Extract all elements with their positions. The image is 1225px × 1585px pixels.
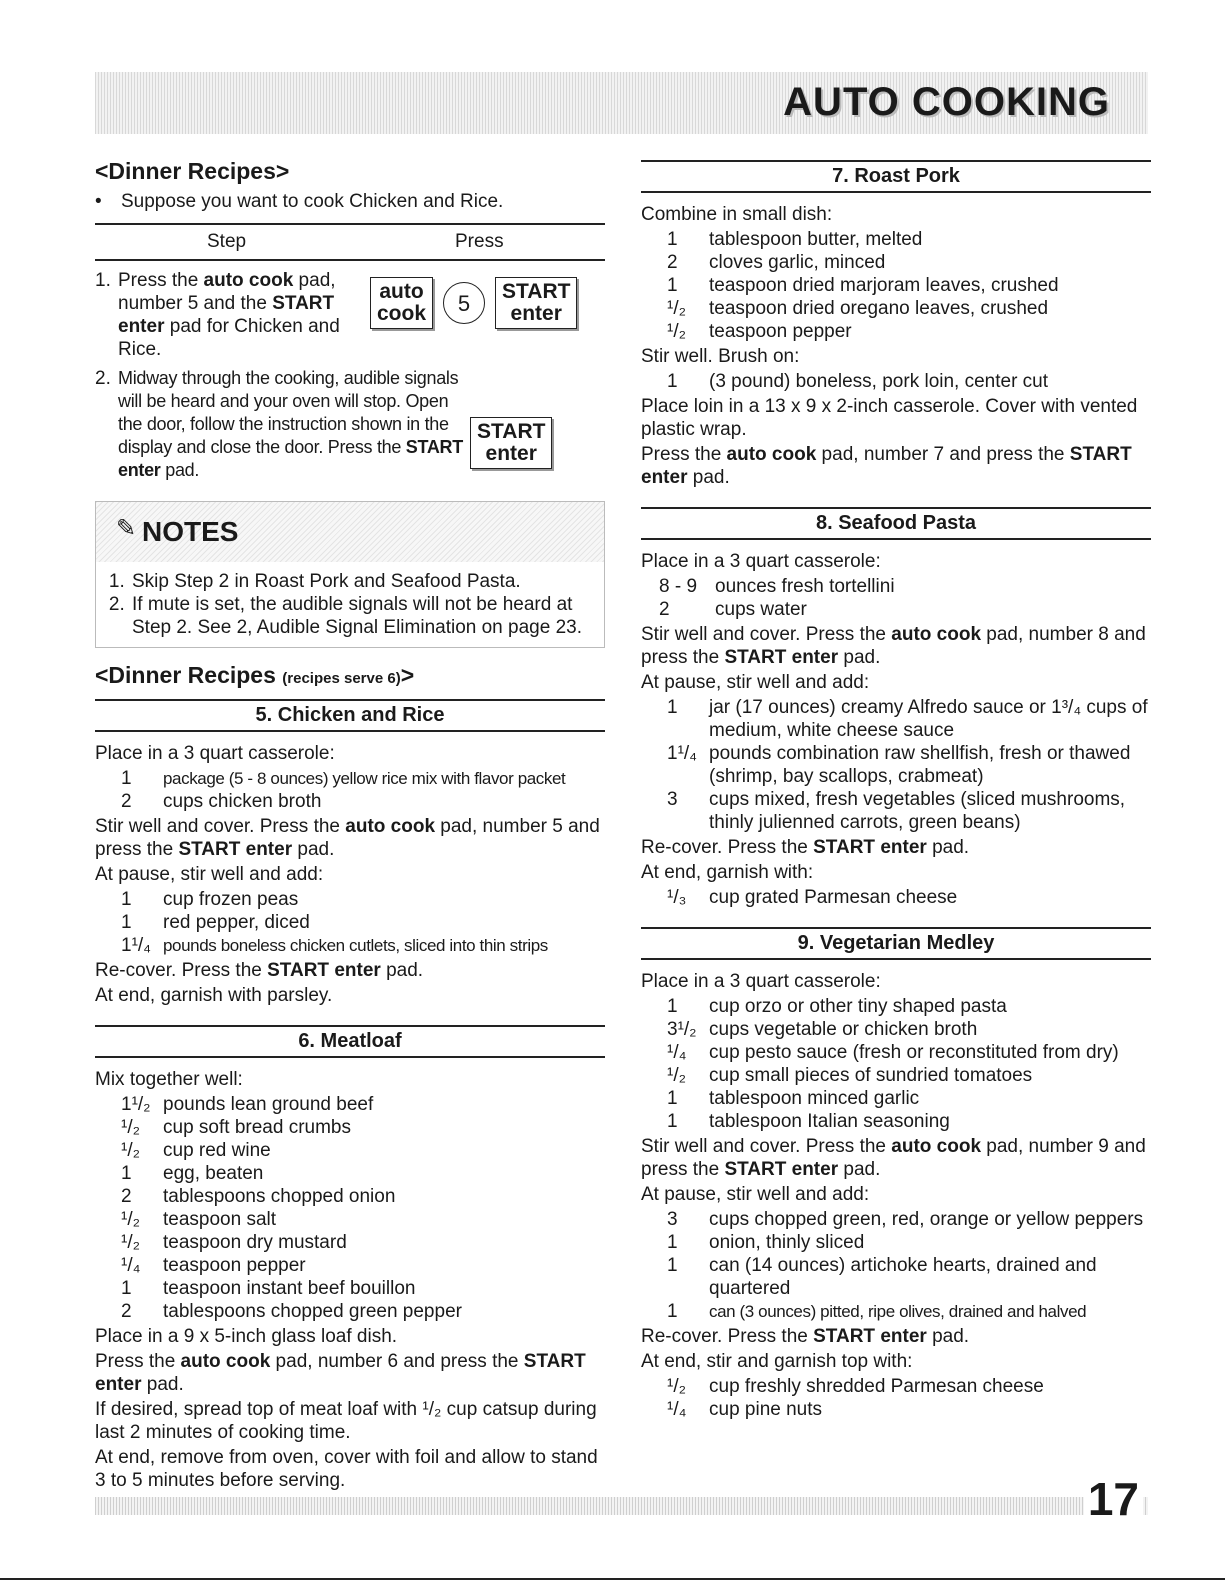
step-column-label: Step bbox=[207, 231, 247, 252]
step-1 bbox=[95, 269, 605, 359]
ingredient: ¹/₃ cup grated Parmesan cheese bbox=[667, 887, 958, 908]
recipe-instruction: At end, stir and garnish top with: bbox=[641, 1351, 913, 1372]
recipe-instruction: Stir well and cover. Press the auto cook pad, number 9 and press the START enter pad. bbox=[641, 1136, 1146, 1180]
recipe-title: 7. Roast Pork bbox=[641, 160, 1151, 193]
recipe-title: 5. Chicken and Rice bbox=[95, 699, 605, 732]
start-enter-key: START enter bbox=[495, 277, 577, 329]
ingredient: 1 jar (17 ounces) creamy Alfredo sauce or 1³/₄ cups of medium, white cheese sauce bbox=[667, 697, 1148, 741]
ingredient: 2 tablespoons chopped green pepper bbox=[121, 1301, 462, 1322]
recipe-title: 6. Meatloaf bbox=[95, 1025, 605, 1058]
left-column bbox=[95, 158, 605, 1494]
recipe-title: 8. Seafood Pasta bbox=[641, 507, 1151, 540]
notes-header bbox=[96, 502, 604, 562]
footer-band bbox=[95, 1497, 1148, 1515]
page-title: AUTO COOKING bbox=[783, 80, 1110, 124]
step-number: 1. bbox=[95, 270, 111, 291]
recipe-instruction: If desired, spread top of meat loaf with ¹/₂ cup catsup during last 2 minutes of cooking time. bbox=[95, 1399, 597, 1443]
section-title: <Dinner Recipes> bbox=[95, 158, 290, 184]
recipe-instruction: Re-cover. Press the START enter pad. bbox=[641, 837, 970, 858]
recipe-instruction: Press the auto cook pad, number 6 and press the START enter pad. bbox=[95, 1351, 586, 1395]
start-enter-key: START enter bbox=[470, 417, 552, 469]
ingredient: 1 can (14 ounces) artichoke hearts, drained and quartered bbox=[667, 1255, 1097, 1299]
recipe-instruction: Re-cover. Press the START enter pad. bbox=[641, 1326, 970, 1347]
step-2 bbox=[95, 367, 605, 485]
ingredient: 1¹/₂ pounds lean ground beef bbox=[121, 1094, 374, 1115]
notes-title: NOTES bbox=[142, 516, 239, 547]
recipe-intro: Mix together well: bbox=[95, 1069, 243, 1090]
ingredient: 1 tablespoon butter, melted bbox=[667, 229, 923, 250]
ingredient: ¹/₂ teaspoon pepper bbox=[667, 321, 852, 342]
recipe-instruction: Re-cover. Press the START enter pad. bbox=[95, 960, 424, 981]
ingredient: ¹/₂ teaspoon salt bbox=[121, 1209, 277, 1230]
ingredient: 1 can (3 ounces) pitted, ripe olives, drained and halved bbox=[667, 1301, 1087, 1322]
recipe-instruction: Press the auto cook pad, number 7 and press the START enter pad. bbox=[641, 444, 1132, 488]
recipe-instruction: At pause, stir well and add: bbox=[641, 1184, 870, 1205]
recipe-instruction: Stir well. Brush on: bbox=[641, 346, 800, 367]
recipe-title: 9. Vegetarian Medley bbox=[641, 927, 1151, 960]
ingredient: 3¹/₂ cups vegetable or chicken broth bbox=[667, 1019, 978, 1040]
ingredient: 8 - 9 ounces fresh tortellini bbox=[659, 576, 895, 597]
auto-cook-key: auto cook bbox=[370, 277, 433, 329]
ingredient: 1 package (5 - 8 ounces) yellow rice mix with flavor packet bbox=[121, 768, 566, 789]
page-number: 17 bbox=[1084, 1472, 1143, 1526]
recipe-instruction: At end, remove from oven, cover with foil and allow to stand 3 to 5 minutes before serving. bbox=[95, 1447, 598, 1491]
ingredient: ¹/₂ cup red wine bbox=[121, 1140, 271, 1161]
ingredient: 1 (3 pound) boneless, pork loin, center cut bbox=[667, 371, 1049, 392]
step-table-header bbox=[95, 223, 605, 261]
step-number: 2. bbox=[95, 368, 111, 389]
step-2-keys bbox=[470, 417, 552, 469]
ingredient: ¹/₄ teaspoon pepper bbox=[121, 1255, 306, 1276]
recipe-intro: Place in a 3 quart casserole: bbox=[641, 971, 881, 992]
ingredient: ¹/₂ cup small pieces of sundried tomatoes bbox=[667, 1065, 1033, 1086]
ingredient: ¹/₂ cup soft bread crumbs bbox=[121, 1117, 351, 1138]
recipe-instruction: Place loin in a 13 x 9 x 2-inch casserole. Cover with vented plastic wrap. bbox=[641, 396, 1138, 440]
right-column bbox=[641, 158, 1151, 1421]
ingredient: 3 cups chopped green, red, orange or yellow peppers bbox=[667, 1209, 1144, 1230]
ingredient: 1 tablespoon Italian seasoning bbox=[667, 1111, 950, 1132]
recipe-intro: Place in a 3 quart casserole: bbox=[95, 743, 335, 764]
ingredient: 2 cloves garlic, minced bbox=[667, 252, 886, 273]
ingredient: 3 cups mixed, fresh vegetables (sliced mushrooms, thinly julienned carrots, green beans) bbox=[667, 789, 1126, 833]
recipe-intro: Combine in small dish: bbox=[641, 204, 833, 225]
header-banner bbox=[95, 72, 1148, 134]
recipe-instruction: Stir well and cover. Press the auto cook pad, number 8 and press the START enter pad. bbox=[641, 624, 1146, 668]
ingredient: 1 teaspoon instant beef bouillon bbox=[121, 1278, 416, 1299]
recipe-instruction: At end, garnish with: bbox=[641, 862, 814, 883]
recipe-instruction: At pause, stir well and add: bbox=[641, 672, 870, 693]
intro-bullet: • Suppose you want to cook Chicken and Rice. bbox=[95, 191, 605, 213]
section-title-2: <Dinner Recipes (recipes serve 6)> bbox=[95, 662, 415, 688]
ingredient: ¹/₂ teaspoon dried oregano leaves, crushed bbox=[667, 298, 1049, 319]
ingredient: 2 cups chicken broth bbox=[121, 791, 322, 812]
bottom-divider bbox=[0, 1578, 1225, 1580]
step-1-keys bbox=[370, 277, 577, 329]
ingredient: ¹/₄ cup pine nuts bbox=[667, 1399, 823, 1420]
ingredient: ¹/₄ cup pesto sauce (fresh or reconstituted from dry) bbox=[667, 1042, 1119, 1063]
ingredient: ¹/₂ cup freshly shredded Parmesan cheese bbox=[667, 1376, 1044, 1397]
step-text: Press the auto cook pad, number 5 and the START enter pad for Chicken and Rice. bbox=[118, 270, 340, 360]
recipe-instruction: At pause, stir well and add: bbox=[95, 864, 324, 885]
ingredient: 1 cup orzo or other tiny shaped pasta bbox=[667, 996, 1007, 1017]
notes-list bbox=[96, 562, 604, 647]
ingredient: ¹/₂ teaspoon dry mustard bbox=[121, 1232, 347, 1253]
ingredient: 1 egg, beaten bbox=[121, 1163, 264, 1184]
ingredient: 1 cup frozen peas bbox=[121, 889, 299, 910]
ingredient: 2 cups water bbox=[659, 599, 807, 620]
recipe-intro: Place in a 3 quart casserole: bbox=[641, 551, 881, 572]
ingredient: 1 tablespoon minced garlic bbox=[667, 1088, 920, 1109]
number-5-key: 5 bbox=[443, 282, 485, 324]
ingredient: 2 tablespoons chopped onion bbox=[121, 1186, 396, 1207]
note-item: 1. Skip Step 2 in Roast Pork and Seafood Pasta. bbox=[130, 570, 590, 593]
recipe-instruction: Place in a 9 x 5-inch glass loaf dish. bbox=[95, 1326, 398, 1347]
ingredient: 1 teaspoon dried marjoram leaves, crushed bbox=[667, 275, 1059, 296]
step-text: Midway through the cooking, audible signals will be heard and your oven will stop. Open the door, follow the instruction shown in the display and close the door. Press the START enter pad. bbox=[118, 368, 463, 480]
note-item: 2. If mute is set, the audible signals will not be heard at Step 2. See 2, Audible Signal Elimination on page 23. bbox=[130, 593, 590, 639]
notes-box bbox=[95, 501, 605, 648]
ingredient: 1 onion, thinly sliced bbox=[667, 1232, 865, 1253]
press-column-label: Press bbox=[455, 231, 504, 252]
ingredient: 1¹/₄ pounds combination raw shellfish, fresh or thawed (shrimp, bay scallops, crabmeat) bbox=[667, 743, 1131, 787]
recipe-instruction: At end, garnish with parsley. bbox=[95, 985, 333, 1006]
ingredient: 1 red pepper, diced bbox=[121, 912, 310, 933]
recipe-instruction: Stir well and cover. Press the auto cook pad, number 5 and press the START enter pad. bbox=[95, 816, 600, 860]
pencil-icon: ✎ bbox=[116, 515, 137, 542]
ingredient: 1¹/₄ pounds boneless chicken cutlets, sliced into thin strips bbox=[121, 935, 548, 956]
